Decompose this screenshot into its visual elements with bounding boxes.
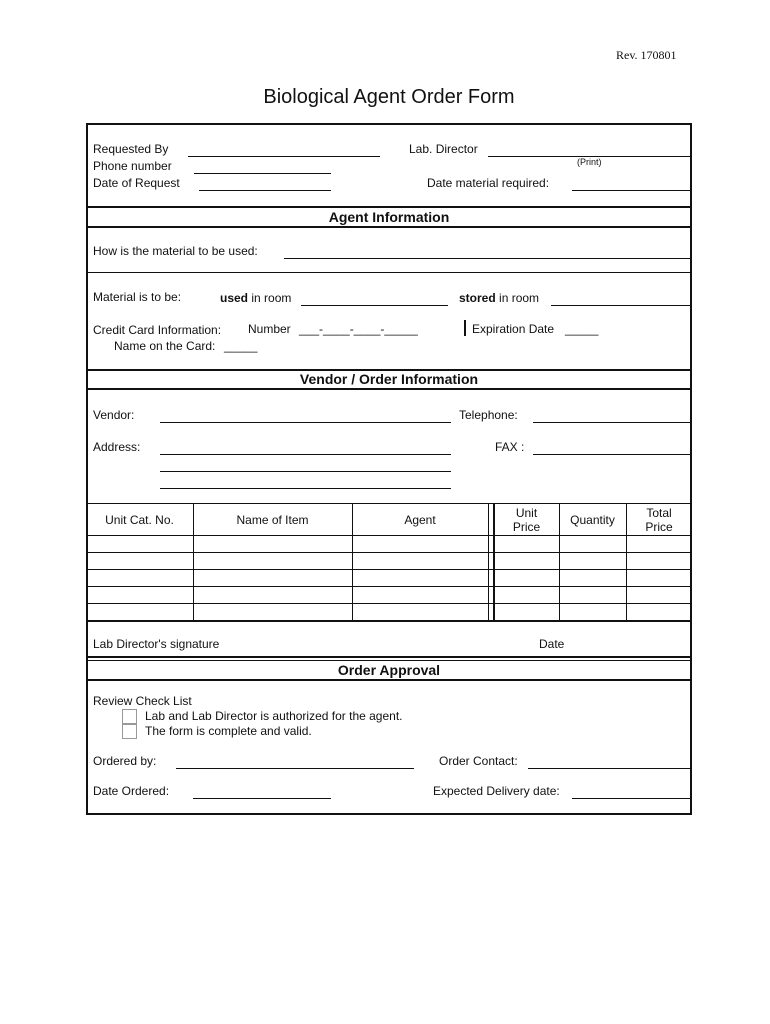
col-unit-cat-no-label: Unit Cat. No. xyxy=(105,513,174,527)
table-row xyxy=(86,552,692,553)
expiration-field[interactable]: _____ xyxy=(565,322,599,336)
col-unit-price-label: Unit xyxy=(515,506,538,520)
table-bottom-border xyxy=(86,620,692,622)
used-in-room-label xyxy=(220,291,291,305)
col-agent-label: Agent xyxy=(404,513,436,527)
table-row xyxy=(86,586,692,587)
vendor-field[interactable] xyxy=(160,422,451,423)
divider xyxy=(86,388,692,390)
col-unit-cat-no-header xyxy=(86,513,193,527)
col-name-of-item-header xyxy=(193,513,352,527)
divider xyxy=(86,272,692,273)
divider xyxy=(86,656,692,658)
name-on-card-label: Name on the Card: xyxy=(114,339,216,353)
separator-bar xyxy=(464,320,466,336)
checklist-item-complete: The form is complete and valid. xyxy=(145,724,312,738)
col-quantity-header xyxy=(559,513,626,527)
form-title: Biological Agent Order Form xyxy=(263,86,515,108)
divider xyxy=(86,226,692,228)
usage-label: How is the material to be used: xyxy=(93,244,258,258)
director-signature-label: Lab Director's signature xyxy=(93,637,220,651)
col-unit-price-header xyxy=(494,506,559,534)
address-label: Address: xyxy=(93,440,141,454)
used-room-field[interactable] xyxy=(301,305,448,306)
ordered-by-field[interactable] xyxy=(176,768,414,769)
vendor-label: Vendor: xyxy=(93,408,135,422)
used-bold: used xyxy=(220,291,249,305)
stored-bold: stored xyxy=(459,291,496,305)
approval-heading: Order Approval xyxy=(337,662,441,678)
table-row xyxy=(86,603,692,604)
agent-info-heading: Agent Information xyxy=(328,209,450,225)
divider xyxy=(86,206,692,208)
vendor-heading: Vendor / Order Information xyxy=(299,371,479,387)
table-top-border xyxy=(86,503,692,504)
card-number-label: Number xyxy=(248,322,291,336)
checkbox-complete[interactable] xyxy=(122,724,137,739)
phone-label: Phone number xyxy=(93,159,172,173)
order-contact-field[interactable] xyxy=(528,768,691,769)
ordered-by-label: Ordered by: xyxy=(93,754,157,768)
date-required-field[interactable] xyxy=(572,190,691,191)
used-suffix: in room xyxy=(251,291,292,305)
stored-suffix: in room xyxy=(499,291,540,305)
date-of-request-label: Date of Request xyxy=(93,176,180,190)
requested-by-label: Requested By xyxy=(93,142,169,156)
col-total-price-header xyxy=(626,506,692,534)
table-row xyxy=(86,535,692,536)
telephone-field[interactable] xyxy=(533,422,691,423)
usage-field[interactable] xyxy=(284,258,691,259)
signature-date-label: Date xyxy=(539,637,565,651)
fax-label: FAX : xyxy=(495,440,525,454)
col-quantity-label: Quantity xyxy=(570,513,615,527)
print-note: (Print) xyxy=(577,157,602,167)
col-name-of-item-label: Name of Item xyxy=(236,513,309,527)
checkbox-authorized[interactable] xyxy=(122,709,137,724)
address-field-line1[interactable] xyxy=(160,454,451,455)
expected-delivery-label: Expected Delivery date: xyxy=(433,784,560,798)
credit-card-label: Credit Card Information: xyxy=(93,323,222,337)
expected-delivery-field[interactable] xyxy=(572,798,691,799)
stored-in-room-label xyxy=(459,291,539,305)
material-label: Material is to be: xyxy=(93,290,182,304)
phone-field[interactable] xyxy=(194,173,331,174)
stored-room-field[interactable] xyxy=(551,305,691,306)
checklist-item-authorized: Lab and Lab Director is authorized for the agent. xyxy=(145,709,403,723)
date-ordered-label: Date Ordered: xyxy=(93,784,170,798)
date-of-request-field[interactable] xyxy=(199,190,331,191)
fax-field[interactable] xyxy=(533,454,691,455)
revision-number: Rev. 170801 xyxy=(616,48,677,62)
col-total-price-label: Total xyxy=(646,506,672,520)
col-agent-header xyxy=(352,513,488,527)
telephone-label: Telephone: xyxy=(459,408,518,422)
col-total-price-label-line2: Price xyxy=(645,520,673,534)
checklist-title: Review Check List xyxy=(93,694,192,708)
date-ordered-field[interactable] xyxy=(193,798,331,799)
divider xyxy=(86,660,692,661)
divider xyxy=(86,679,692,681)
table-row xyxy=(86,569,692,570)
order-contact-label: Order Contact: xyxy=(439,754,518,768)
date-required-label: Date material required: xyxy=(427,176,550,190)
address-field-line3[interactable] xyxy=(160,488,451,489)
address-field-line2[interactable] xyxy=(160,471,451,472)
name-on-card-field[interactable]: _____ xyxy=(224,339,258,353)
lab-director-label: Lab. Director xyxy=(409,142,478,156)
card-number-field[interactable]: ___-____-____-_____ xyxy=(299,322,418,336)
col-unit-price-label-line2: Price xyxy=(512,520,541,534)
requested-by-field[interactable] xyxy=(188,156,380,157)
expiration-label: Expiration Date xyxy=(472,322,555,336)
